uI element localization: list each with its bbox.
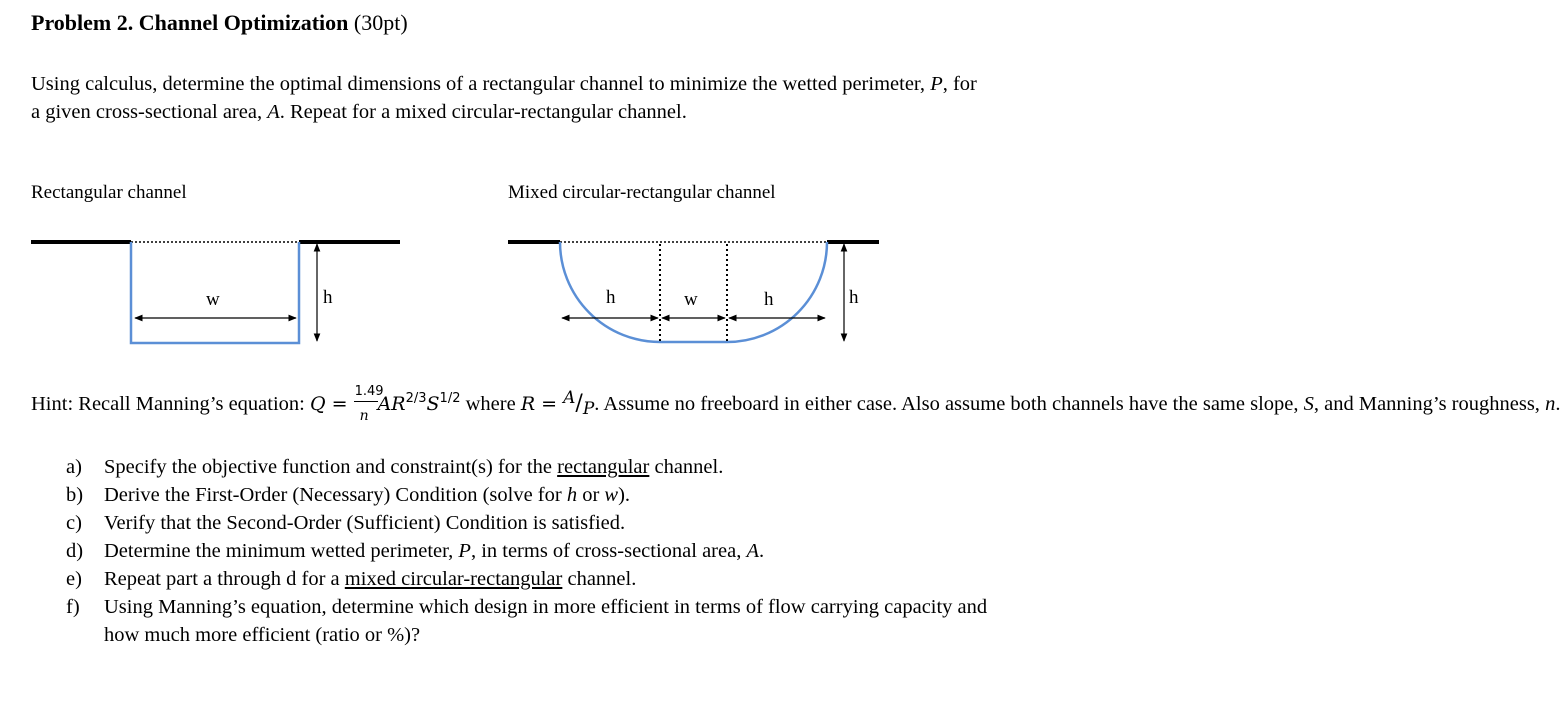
part-d-text-2: , in terms of cross-sectional area,: [470, 540, 747, 562]
mixed-channel-label: Mixed circular-rectangular channel: [508, 182, 776, 203]
intro-text-1: Using calculus, determine the optimal dimensions of a rectangular channel to minimize the wetted perimeter,: [31, 73, 931, 95]
part-c-label: c): [66, 512, 82, 534]
hint-var-n: n: [1545, 393, 1556, 415]
mixed-h-side-label: h: [849, 287, 859, 308]
rect-channel-diagram: [31, 242, 400, 343]
eq-exp-2-3: 2/3: [405, 391, 427, 406]
question-parts: [66, 453, 996, 649]
eq-S: S: [426, 393, 440, 415]
part-d: [66, 537, 996, 565]
hint-assume-text: . Assume no freeboard in either case. Also assume both channels have the same slope,: [594, 393, 1304, 415]
rect-channel-label: Rectangular channel: [31, 182, 187, 203]
eq-AR: AR: [377, 393, 406, 415]
part-a: [66, 453, 996, 481]
mixed-h-left-label: h: [606, 287, 616, 308]
eq-exp-1-2: 1/2: [439, 391, 461, 406]
hint-and-text: , and Manning’s roughness,: [1313, 393, 1546, 415]
eq-R-numerator: A: [563, 388, 576, 408]
hint-paragraph: [31, 384, 1560, 424]
manning-equation: [309, 384, 461, 424]
hydraulic-radius-eq: [520, 388, 595, 419]
part-e-underline: mixed circular-rectangular: [344, 568, 563, 590]
eq-frac-denominator: n: [359, 408, 369, 424]
part-e-text-1: Repeat part a through d for a: [104, 568, 345, 590]
eq-equals: =: [325, 393, 354, 415]
intro-var-A: A: [267, 101, 280, 123]
mixed-channel-diagram: [508, 242, 879, 342]
part-b-var-w: w: [604, 484, 619, 506]
part-d-var-P: P: [458, 540, 471, 562]
part-f-text: Using Manning’s equation, determine which design in more efficient in terms of flow carrying capacity and how much more efficient (ratio or %)?: [104, 596, 988, 646]
mixed-w-label: w: [684, 289, 698, 310]
intro-var-P: P: [930, 73, 943, 95]
mixed-h-right-label: h: [764, 289, 774, 310]
part-b-label: b): [66, 484, 84, 506]
part-b-or: or: [577, 484, 605, 506]
part-b: [66, 481, 996, 509]
hint-end: .: [1555, 393, 1560, 415]
part-b-text-2: ).: [618, 484, 631, 506]
part-a-text-1: Specify the objective function and constraint(s) for the: [104, 456, 558, 478]
intro-text-3: . Repeat for a mixed circular-rectangular channel.: [279, 101, 687, 123]
part-d-var-A: A: [746, 540, 759, 562]
part-a-label: a): [66, 456, 82, 478]
part-f: [66, 593, 996, 649]
hint-where: where: [460, 393, 521, 415]
part-a-text-2: channel.: [649, 456, 724, 478]
part-e: [66, 565, 996, 593]
part-e-text-2: channel.: [562, 568, 637, 590]
eq-slash: /: [575, 391, 583, 416]
eq-fraction: [354, 384, 384, 424]
part-f-label: f): [66, 596, 80, 618]
part-b-var-h: h: [566, 484, 578, 506]
hint-prefix: Hint: Recall Manning’s equation:: [31, 393, 310, 415]
eq-R-denominator: P: [582, 399, 595, 419]
eq-R: R: [520, 393, 536, 415]
hint-var-S: S: [1303, 393, 1314, 415]
problem-points: (30pt): [353, 10, 408, 35]
part-d-text-1: Determine the minimum wetted perimeter,: [104, 540, 459, 562]
part-d-text-3: .: [758, 540, 765, 562]
eq-equals-2: =: [535, 393, 564, 415]
eq-frac-numerator: 1.49: [354, 384, 384, 399]
rect-h-label: h: [323, 287, 333, 308]
rect-w-label: w: [206, 289, 220, 310]
part-a-underline: rectangular: [557, 456, 650, 478]
part-c-text: Verify that the Second-Order (Sufficient) Condition is satisfied.: [104, 512, 626, 534]
part-c: [66, 509, 996, 537]
intro-text-2: , for a given cross-sectional area,: [31, 73, 977, 123]
part-d-label: d): [66, 540, 84, 562]
part-b-text-1: Derive the First-Order (Necessary) Condition (solve for: [104, 484, 567, 506]
part-e-label: e): [66, 568, 82, 590]
problem-title-bold: Problem 2. Channel Optimization: [31, 10, 349, 35]
eq-Q: Q: [309, 393, 326, 415]
